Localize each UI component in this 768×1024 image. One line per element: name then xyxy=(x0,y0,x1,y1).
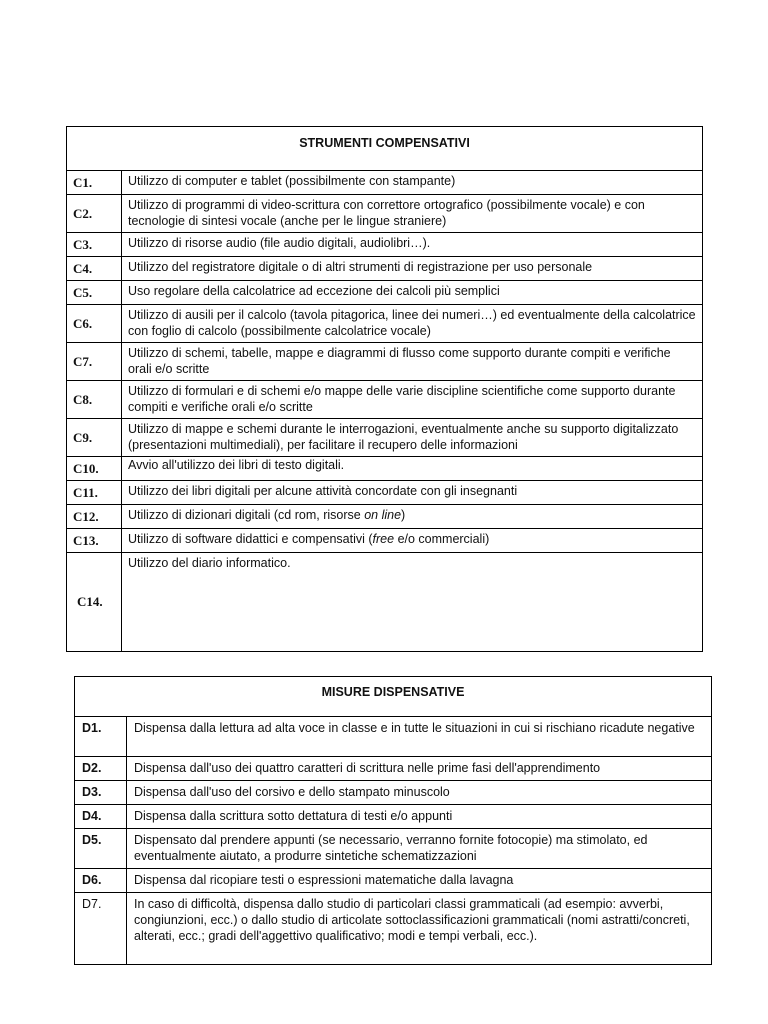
row-code: D7. xyxy=(75,893,127,965)
row-text: Utilizzo di risorse audio (file audio digitali, audiolibri…). xyxy=(122,233,703,257)
row-code: C14. xyxy=(67,553,122,652)
row-code: C8. xyxy=(67,381,122,419)
row-text: Utilizzo del diario informatico. xyxy=(122,553,703,652)
row-text: In caso di difficoltà, dispensa dallo studio di particolari classi grammaticali (ad esempio: avverbi, congiunzioni, ecc.) o dallo studio di articolate sottoclassificazioni grammaticali (nomi astratti/concreti, alterati, ecc.; gradi dell'aggettivo qualificativo; modi e tempi verbali, ecc.). xyxy=(127,893,712,965)
row-text-part: Utilizzo di software didattici e compensativi ( xyxy=(128,532,373,546)
row-text-part: Utilizzo di dizionari digitali (cd rom, risorse xyxy=(128,508,365,522)
row-code: C6. xyxy=(67,305,122,343)
strumenti-compensativi-table xyxy=(66,126,703,652)
row-text: Dispensa dalla lettura ad alta voce in classe e in tutte le situazioni in cui si rischiano ricadute negative xyxy=(127,717,712,757)
row-text: Dispensa dall'uso dei quattro caratteri di scrittura nelle prime fasi dell'apprendimento xyxy=(127,757,712,781)
table-title: MISURE DISPENSATIVE xyxy=(75,677,712,717)
row-code: C12. xyxy=(67,505,122,529)
row-text-italic: free xyxy=(372,532,395,546)
row-code: D6. xyxy=(75,869,127,893)
row-text: Utilizzo di schemi, tabelle, mappe e diagrammi di flusso come supporto durante compiti e verifiche orali e/o scritte xyxy=(122,343,703,381)
row-text: Utilizzo di mappe e schemi durante le interrogazioni, eventualmente anche su supporto digitalizzato (presentazioni multimediali), per facilitare il recupero delle informazioni xyxy=(122,419,703,457)
row-text: Dispensa dall'uso del corsivo e dello stampato minuscolo xyxy=(127,781,712,805)
row-code: C9. xyxy=(67,419,122,457)
row-text: Uso regolare della calcolatrice ad eccezione dei calcoli più semplici xyxy=(122,281,703,305)
row-text: Utilizzo di programmi di video-scrittura con correttore ortografico (possibilmente vocale) e con tecnologie di sintesi vocale (anche per le lingue straniere) xyxy=(122,195,703,233)
row-code: C2. xyxy=(67,195,122,233)
row-code: D3. xyxy=(75,781,127,805)
row-text: Dispensa dalla scrittura sotto dettatura di testi e/o appunti xyxy=(127,805,712,829)
table-title: STRUMENTI COMPENSATIVI xyxy=(67,127,703,171)
row-code: D2. xyxy=(75,757,127,781)
row-text xyxy=(122,505,703,529)
row-code: C10. xyxy=(67,457,122,481)
row-text xyxy=(122,529,703,553)
row-text-italic: on line xyxy=(364,508,402,522)
row-code: D5. xyxy=(75,829,127,869)
row-text: Utilizzo di ausili per il calcolo (tavola pitagorica, linee dei numeri…) ed eventualmente della calcolatrice con foglio di calcolo (possibilmente calcolatrice vocale) xyxy=(122,305,703,343)
row-code: D4. xyxy=(75,805,127,829)
row-text: Utilizzo di computer e tablet (possibilmente con stampante) xyxy=(122,171,703,195)
row-code: C1. xyxy=(67,171,122,195)
row-text: Dispensa dal ricopiare testi o espressioni matematiche dalla lavagna xyxy=(127,869,712,893)
row-text-part: ) xyxy=(401,508,406,522)
row-text: Avvio all'utilizzo dei libri di testo digitali. xyxy=(122,457,703,481)
row-text-part: e/o commerciali) xyxy=(394,532,490,546)
row-text: Utilizzo dei libri digitali per alcune attività concordate con gli insegnanti xyxy=(122,481,703,505)
row-code: D1. xyxy=(75,717,127,757)
row-text: Dispensato dal prendere appunti (se necessario, verranno fornite fotocopie) ma stimolato, ed eventualmente aiutato, a produrre sintetiche schematizzazioni xyxy=(127,829,712,869)
row-code: C13. xyxy=(67,529,122,553)
row-text: Utilizzo di formulari e di schemi e/o mappe delle varie discipline scientifiche come supporto durante compiti e verifiche orali e/o scritte xyxy=(122,381,703,419)
misure-dispensative-table xyxy=(74,676,712,965)
row-code: C3. xyxy=(67,233,122,257)
row-code: C7. xyxy=(67,343,122,381)
row-code: C4. xyxy=(67,257,122,281)
row-code: C11. xyxy=(67,481,122,505)
row-code: C5. xyxy=(67,281,122,305)
row-text: Utilizzo del registratore digitale o di altri strumenti di registrazione per uso personale xyxy=(122,257,703,281)
